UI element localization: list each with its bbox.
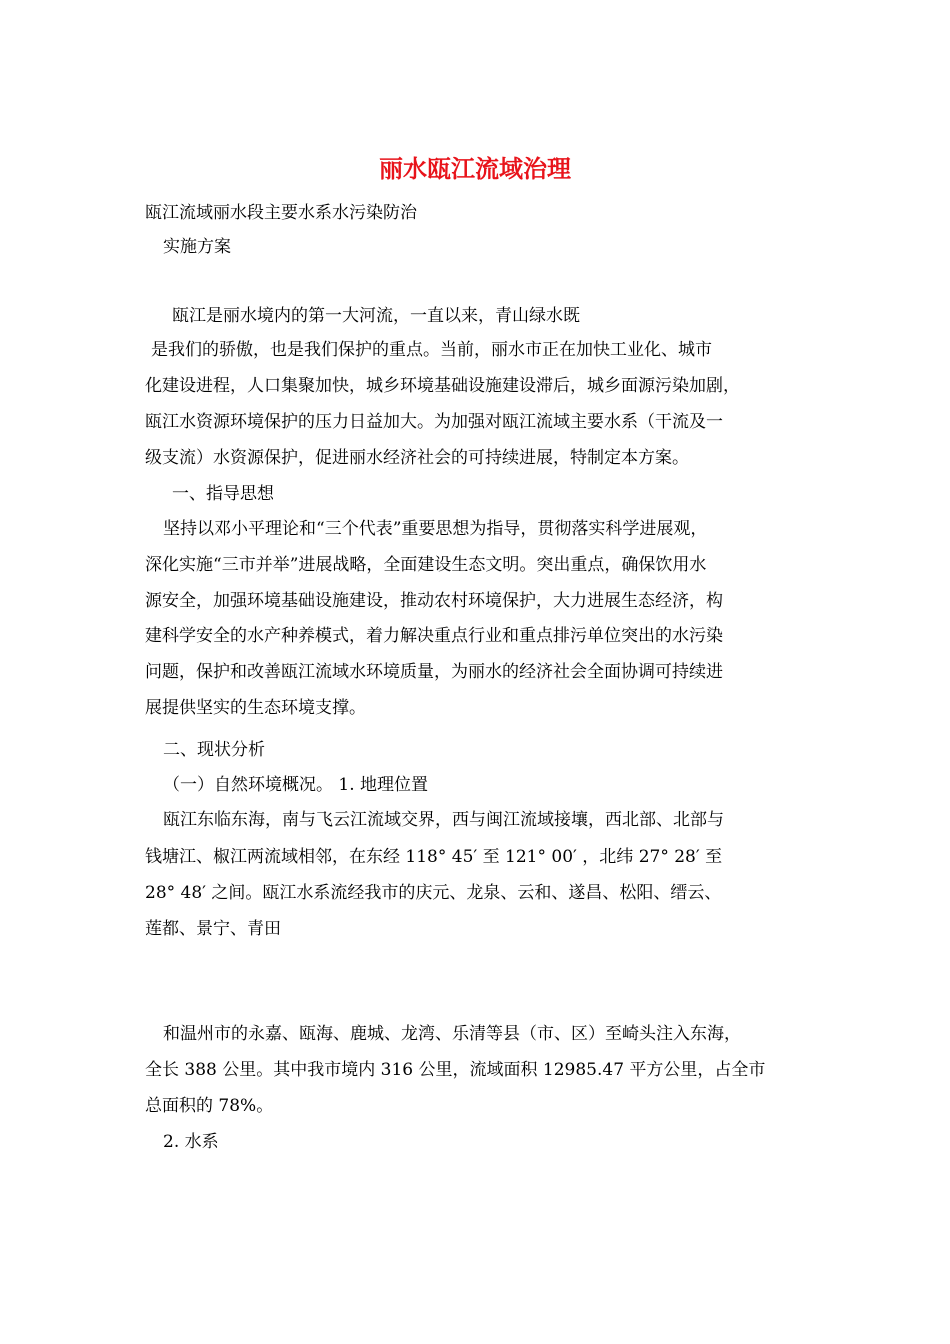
paragraph-line: 问题，保护和改善瓯江流域水环境质量，为丽水的经济社会全面协调可持续进 bbox=[145, 662, 723, 682]
paragraph-line: 总面积的 78%。 bbox=[145, 1096, 274, 1116]
paragraph-line: 深化实施“三市并举”进展战略，全面建设生态文明。突出重点，确保饮用水 bbox=[145, 555, 707, 575]
document-title: 丽水瓯江流域治理 bbox=[379, 154, 571, 183]
paragraph-line: 钱塘江、椒江两流域相邻，在东经 118° 45′ 至 121° 00′ ，北纬 27° 28′ 至 bbox=[145, 847, 723, 867]
paragraph-line: 和温州市的永嘉、瓯海、鹿城、龙湾、乐清等县（市、区）至崎头注入东海， bbox=[163, 1024, 741, 1044]
paragraph-line: 化建设进程，人口集聚加快，城乡环境基础设施建设滞后，城乡面源污染加剧， bbox=[145, 376, 740, 396]
paragraph-line: 坚持以邓小平理论和“三个代表”重要思想为指导，贯彻落实科学进展观， bbox=[163, 519, 708, 539]
paragraph-line: 是我们的骄傲，也是我们保护的重点。当前，丽水市正在加快工业化、城市 bbox=[151, 340, 712, 360]
paragraph-line: 瓯江是丽水境内的第一大河流，一直以来，青山绿水既 bbox=[172, 306, 580, 326]
subtitle-line: 瓯江流域丽水段主要水系水污染防治 bbox=[145, 203, 417, 223]
paragraph-line: 28° 48′ 之间。瓯江水系流经我市的庆元、龙泉、云和、遂昌、松阳、缙云、 bbox=[145, 883, 722, 903]
subtitle-line: 实施方案 bbox=[163, 237, 231, 257]
paragraph-line: 瓯江东临东海，南与飞云江流域交界，西与闽江流域接壤，西北部、北部与 bbox=[163, 810, 724, 830]
paragraph-line: 建科学安全的水产种养模式，着力解决重点行业和重点排污单位突出的水污染 bbox=[145, 626, 723, 646]
paragraph-line: 级支流）水资源保护，促进丽水经济社会的可持续进展，特制定本方案。 bbox=[145, 448, 689, 468]
paragraph-line: 莲都、景宁、青田 bbox=[145, 919, 281, 939]
paragraph-line: 全长 388 公里。其中我市境内 316 公里，流域面积 12985.47 平方公里，占全市 bbox=[145, 1060, 766, 1080]
paragraph-line: 展提供坚实的生态环境支撑。 bbox=[145, 698, 366, 718]
section-heading: 一、指导思想 bbox=[172, 484, 274, 504]
paragraph-line: 源安全，加强环境基础设施建设，推动农村环境保护，大力进展生态经济，构 bbox=[145, 591, 723, 611]
section-heading: 二、现状分析 bbox=[163, 740, 265, 760]
subsection-heading: （一）自然环境概况。 1. 地理位置 bbox=[163, 775, 429, 795]
paragraph-line: 瓯江水资源环境保护的压力日益加大。为加强对瓯江流域主要水系（干流及一 bbox=[145, 412, 723, 432]
subsection-heading: 2. 水系 bbox=[163, 1132, 219, 1152]
